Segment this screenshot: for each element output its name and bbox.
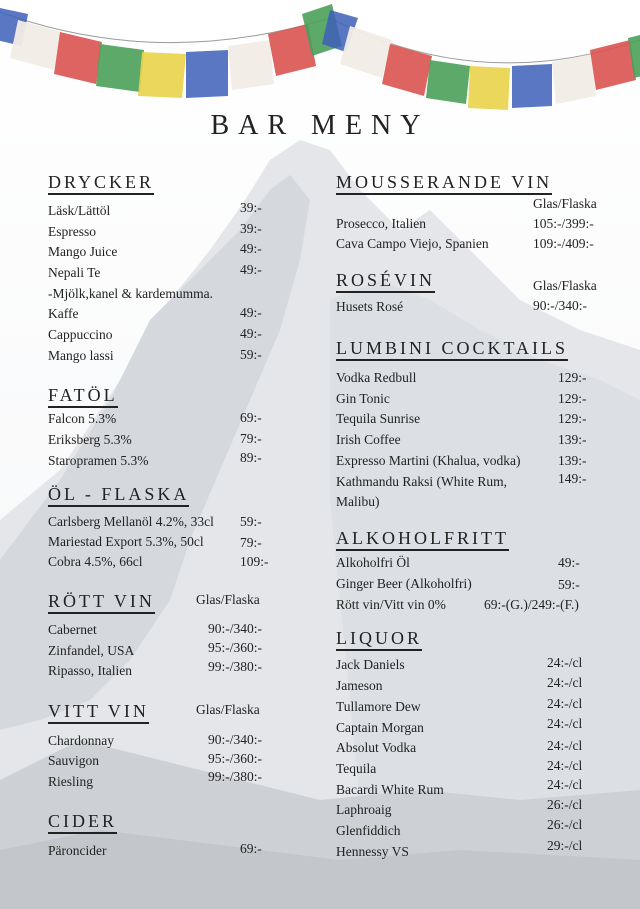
item-price: 139:-	[558, 432, 587, 447]
item-name: Jameson	[336, 678, 383, 693]
item-name: Cabernet	[48, 622, 97, 637]
item-name: Chardonnay	[48, 733, 114, 748]
item-price: 59:-	[558, 577, 580, 592]
item-name: Läsk/Lättöl	[48, 203, 111, 218]
section-heading: MOUSSERANDE VIN	[336, 172, 552, 195]
item-name: Expresso Martini (Khalua, vodka)	[336, 453, 521, 468]
flag-green-3	[426, 60, 470, 104]
item-price: 109:-/409:-	[533, 236, 594, 251]
item-name: Mango Juice	[48, 244, 118, 259]
flag-green-1	[96, 44, 144, 92]
item-name: Alkoholfri Öl	[336, 555, 410, 570]
flag-white-4	[552, 54, 596, 104]
item-name: Laphroaig	[336, 802, 392, 817]
item-name: Glenfiddich	[336, 823, 401, 838]
item-name: Päroncider	[48, 843, 107, 858]
flag-yellow-2	[468, 66, 510, 110]
item-price: 59:-	[240, 347, 262, 362]
item-name: Irish Coffee	[336, 432, 401, 447]
item-name: Tequila Sunrise	[336, 411, 421, 426]
item-price: 24:-/cl	[547, 738, 583, 753]
item-name: Staropramen 5.3%	[48, 453, 149, 468]
item-price: 99:-/380:-	[208, 769, 262, 784]
item-price: 99:-/380:-	[208, 659, 262, 674]
flag-red-3	[382, 44, 432, 96]
item-name: Cappuccino	[48, 327, 113, 342]
item-price: 49:-	[240, 326, 262, 341]
section-heading: CIDER	[48, 811, 117, 834]
item-name: Gin Tonic	[336, 391, 390, 406]
item-price: 129:-	[558, 391, 587, 406]
section-heading: ROSÉVIN	[336, 270, 435, 293]
item-name: Carlsberg Mellanöl 4.2%, 33cl	[48, 514, 214, 529]
item-name: Tullamore Dew	[336, 699, 421, 714]
flag-blue-4	[512, 64, 552, 108]
item-price: 24:-/cl	[547, 716, 583, 731]
item-price: 26:-/cl	[547, 797, 583, 812]
item-price: 24:-/cl	[547, 777, 583, 792]
item-price: 90:-/340:-	[208, 621, 262, 636]
item-name: Bacardi White Rum	[336, 782, 444, 797]
item-price: 24:-/cl	[547, 675, 583, 690]
item-name: Ripasso, Italien	[48, 663, 132, 678]
glass-bottle-label: Glas/Flaska	[196, 702, 260, 717]
item-name: Vodka Redbull	[336, 370, 417, 385]
flag-blue-2	[186, 50, 228, 98]
item-name: Tequila	[336, 761, 377, 776]
section-heading: LIQUOR	[336, 628, 422, 651]
section-heading: ÖL - FLASKA	[48, 484, 189, 507]
item-name: Kaffe	[48, 306, 79, 321]
item-price: 24:-/cl	[547, 758, 583, 773]
item-name: Sauvigon	[48, 753, 100, 768]
item-price: 49:-	[240, 262, 262, 277]
item-name: Ginger Beer (Alkoholfri)	[336, 576, 472, 591]
item-name: Captain Morgan	[336, 720, 424, 735]
flag-white-2	[228, 40, 274, 90]
flag-red-4	[590, 40, 636, 90]
item-price: 105:-/399:-	[533, 216, 594, 231]
item-price: 89:-	[240, 450, 262, 465]
item-price: 95:-/360:-	[208, 751, 262, 766]
item-name: Mango lassi	[48, 348, 114, 363]
section-heading: ALKOHOLFRITT	[336, 528, 509, 551]
item-price: 79:-	[240, 535, 262, 550]
section-heading: VITT VIN	[48, 701, 149, 724]
item-price: 69:-(G.)/249:-(F.)	[484, 597, 579, 612]
item-name: Husets Rosé	[336, 299, 404, 314]
item-price: 24:-/cl	[547, 696, 583, 711]
item-price: 90:-/340:-	[533, 298, 587, 313]
item-price: 69:-	[240, 841, 262, 856]
item-name: Zinfandel, USA	[48, 643, 135, 658]
section-heading: LUMBINI COCKTAILS	[336, 338, 568, 361]
item-price: 79:-	[240, 431, 262, 446]
section-heading: FATÖL	[48, 385, 118, 408]
prayer-flags-decoration	[0, 0, 640, 110]
item-name: Cobra 4.5%, 66cl	[48, 554, 143, 569]
item-price: 129:-	[558, 411, 587, 426]
item-price: 149:-	[558, 471, 587, 486]
item-name: Rött vin/Vitt vin 0%	[336, 597, 446, 612]
item-name: -Mjölk,kanel & kardemumma.	[48, 286, 213, 301]
item-price: 39:-	[240, 221, 262, 236]
item-price: 49:-	[240, 241, 262, 256]
item-price: 95:-/360:-	[208, 640, 262, 655]
item-price: 129:-	[558, 370, 587, 385]
item-name: Malibu)	[336, 494, 380, 509]
item-price: 139:-	[558, 453, 587, 468]
item-name: Absolut Vodka	[336, 740, 417, 755]
flag-white-1	[10, 20, 62, 70]
menu-title: BAR MENY	[210, 110, 430, 141]
flag-yellow-1	[138, 52, 186, 98]
item-price: 26:-/cl	[547, 817, 583, 832]
item-price: 109:-	[240, 554, 269, 569]
item-price: 24:-/cl	[547, 655, 583, 670]
item-name: Cava Campo Viejo, Spanien	[336, 236, 489, 251]
item-name: Riesling	[48, 774, 94, 789]
item-name: Nepali Te	[48, 265, 101, 280]
item-name: Kathmandu Raksi (White Rum,	[336, 474, 507, 489]
glass-bottle-label: Glas/Flaska	[196, 592, 260, 607]
item-price: 49:-	[558, 555, 580, 570]
flag-red-1	[54, 32, 102, 84]
item-price: 39:-	[240, 200, 262, 215]
item-name: Espresso	[48, 224, 96, 239]
item-price: 59:-	[240, 514, 262, 529]
section-heading: DRYCKER	[48, 172, 154, 195]
item-price: 29:-/cl	[547, 838, 583, 853]
item-price: 90:-/340:-	[208, 732, 262, 747]
glass-bottle-label: Glas/Flaska	[533, 278, 597, 293]
item-price: 49:-	[240, 305, 262, 320]
item-name: Prosecco, Italien	[336, 216, 426, 231]
section-heading: RÖTT VIN	[48, 591, 155, 614]
item-name: Falcon 5.3%	[48, 411, 117, 426]
item-name: Mariestad Export 5.3%, 50cl	[48, 534, 204, 549]
item-name: Hennessy VS	[336, 844, 409, 859]
item-price: 69:-	[240, 410, 262, 425]
item-name: Eriksberg 5.3%	[48, 432, 132, 447]
glass-bottle-label: Glas/Flaska	[533, 196, 597, 211]
item-name: Jack Daniels	[336, 657, 405, 672]
